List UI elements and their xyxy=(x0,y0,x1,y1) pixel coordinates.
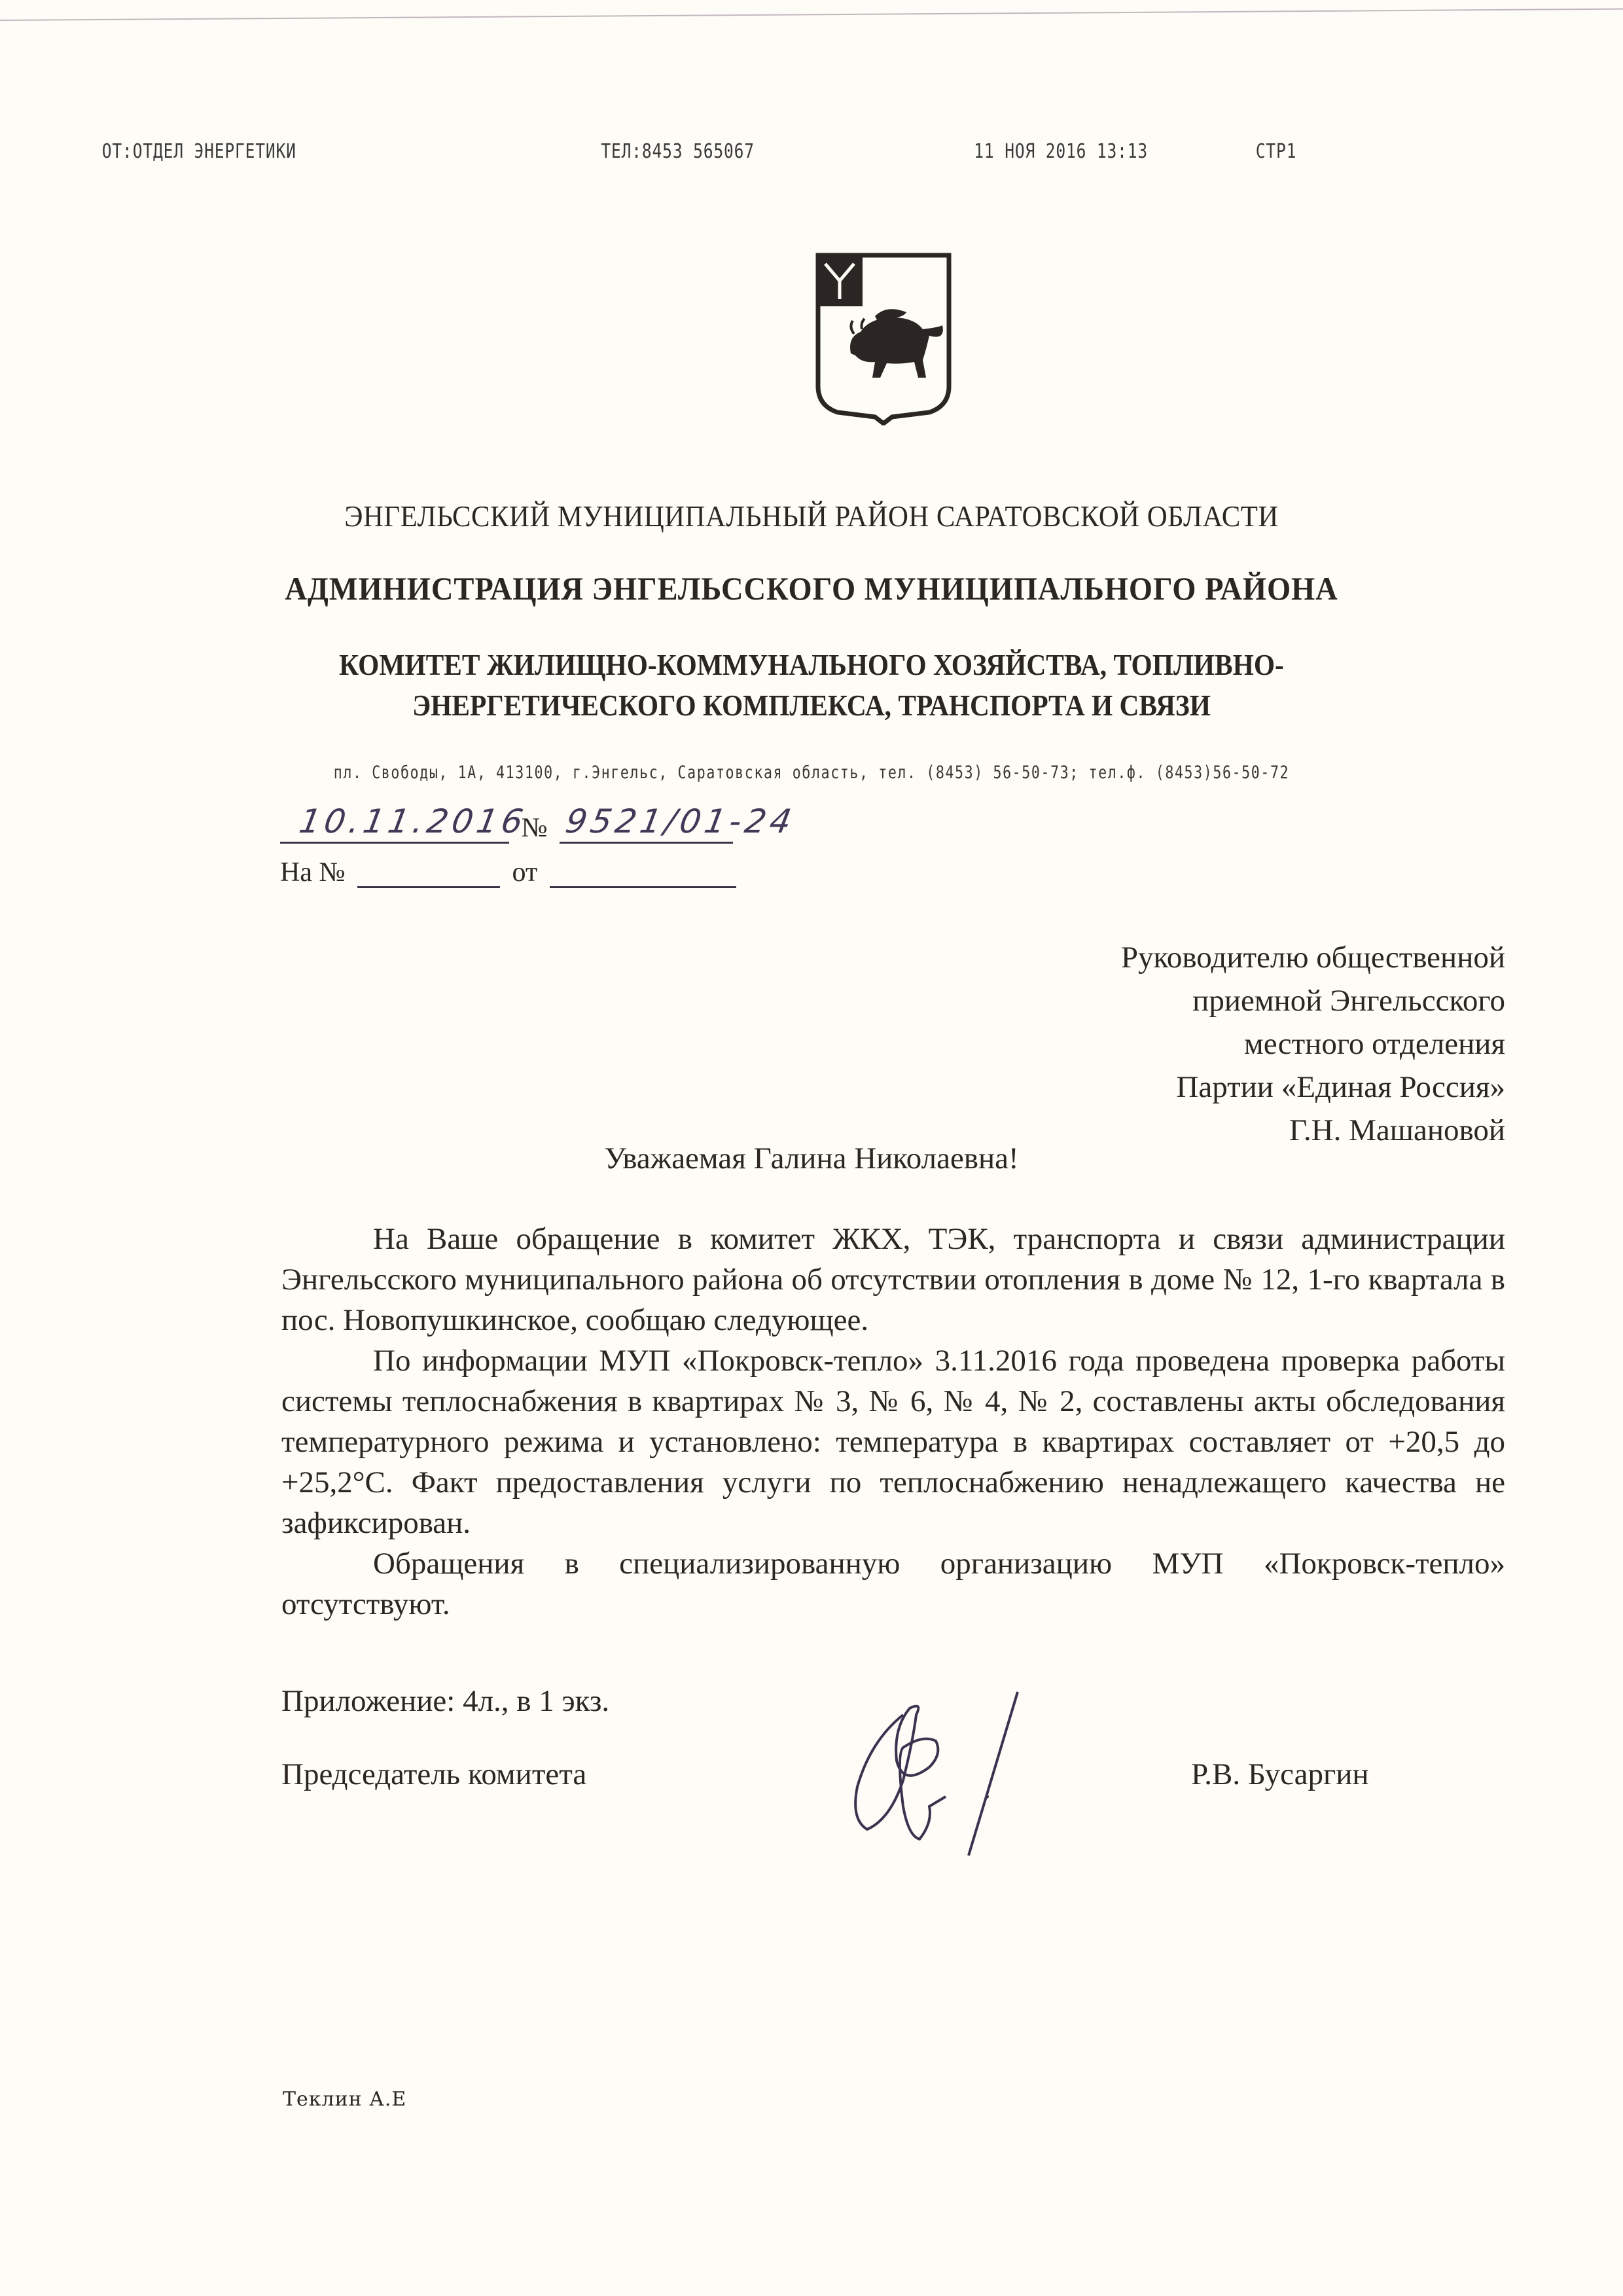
handwritten-signature-icon xyxy=(805,1689,1080,1859)
district-name: ЭНГЕЛЬССКИЙ МУНИЦИПАЛЬНЫЙ РАЙОН САРАТОВСКОЙ ОБЛАСТИ xyxy=(344,499,1279,533)
addressee-line: Партии «Единая Россия» xyxy=(1176,1070,1505,1104)
fax-sender: ОТ:ОТДЕЛ ЭНЕРГЕТИКИ xyxy=(101,140,296,163)
addressee-line: местного отделения xyxy=(1244,1027,1505,1061)
addressee-line: приемной Энгельсского xyxy=(1192,984,1505,1018)
addressee-line: Г.Н. Машановой xyxy=(1289,1113,1505,1147)
outgoing-number-field xyxy=(560,802,798,844)
greeting: Уважаемая Галина Николаевна! xyxy=(604,1141,1019,1175)
letter-body xyxy=(281,1219,1505,1624)
committee-name-line-2: ЭНЕРГЕТИЧЕСКОГО КОМПЛЕКСА, ТРАНСПОРТА И СВЯЗИ xyxy=(412,689,1211,722)
number-label: № xyxy=(521,813,548,843)
fax-header xyxy=(0,140,1331,166)
executor-name: Теклин А.Е xyxy=(283,2088,407,2111)
outgoing-registration-row xyxy=(280,802,798,856)
coat-of-arms-icon xyxy=(815,252,952,425)
signatory-name: Р.В. Бусаргин xyxy=(1191,1757,1369,1791)
addressee-block xyxy=(1121,936,1505,1152)
body-paragraph: Обращения в специализированную организацию МУП «Покровск-тепло» отсутствуют. xyxy=(281,1547,1505,1621)
outgoing-date: 10.11.2016 xyxy=(296,802,530,840)
addressee-line: Руководителю общественной xyxy=(1120,941,1505,975)
reply-to-number-field xyxy=(357,856,500,888)
committee-address: пл. Свободы, 1А, 413100, г.Энгельс, Саратовская область, тел. (8453) 56-50-73; тел.ф. (8453)56-50-72 xyxy=(333,762,1290,783)
reply-to-label: На № xyxy=(280,857,346,888)
signatory-title: Председатель комитета xyxy=(281,1757,587,1791)
body-paragraph: На Ваше обращение в комитет ЖКХ, ТЭК, транспорта и связи администрации Энгельсского муниципального района об отсутствии отопления в доме № 12, 1-го квартала в пос. Новопушкинское, сообщаю следующее. xyxy=(281,1222,1505,1337)
attachment-note: Приложение: 4л., в 1 экз. xyxy=(281,1684,610,1718)
page-top-edge xyxy=(0,0,1623,21)
fax-datetime: 11 НОЯ 2016 13:13 xyxy=(974,140,1149,163)
reply-from-label: от xyxy=(512,857,538,888)
fax-phone: ТЕЛ:8453 565067 xyxy=(601,140,755,163)
registration-block xyxy=(280,802,798,901)
reply-from-date-field xyxy=(550,856,736,888)
outgoing-date-field xyxy=(280,802,530,844)
body-paragraph: По информации МУП «Покровск-тепло» 3.11.2016 года проведена проверка работы системы теплоснабжения в квартирах № 3, № 6, № 4, № 2, составлены акты обследования температурного режима и установлено: температура в квартирах составляет от +20,5 до +25,2°С. Факт предоставления услуги по теплоснабжению ненадлежащего качества не зафиксирован. xyxy=(281,1344,1505,1540)
administration-name: АДМИНИСТРАЦИЯ ЭНГЕЛЬССКОГО МУНИЦИПАЛЬНОГО РАЙОНА xyxy=(285,570,1338,607)
reply-to-row xyxy=(280,856,736,901)
committee-name xyxy=(81,645,1542,726)
committee-name-line-1: КОМИТЕТ ЖИЛИЩНО-КОММУНАЛЬНОГО ХОЗЯЙСТВА, ТОПЛИВНО- xyxy=(339,648,1284,681)
outgoing-number: 9521/01-24 xyxy=(562,802,798,840)
fax-page-number: СТР1 xyxy=(1255,140,1297,163)
